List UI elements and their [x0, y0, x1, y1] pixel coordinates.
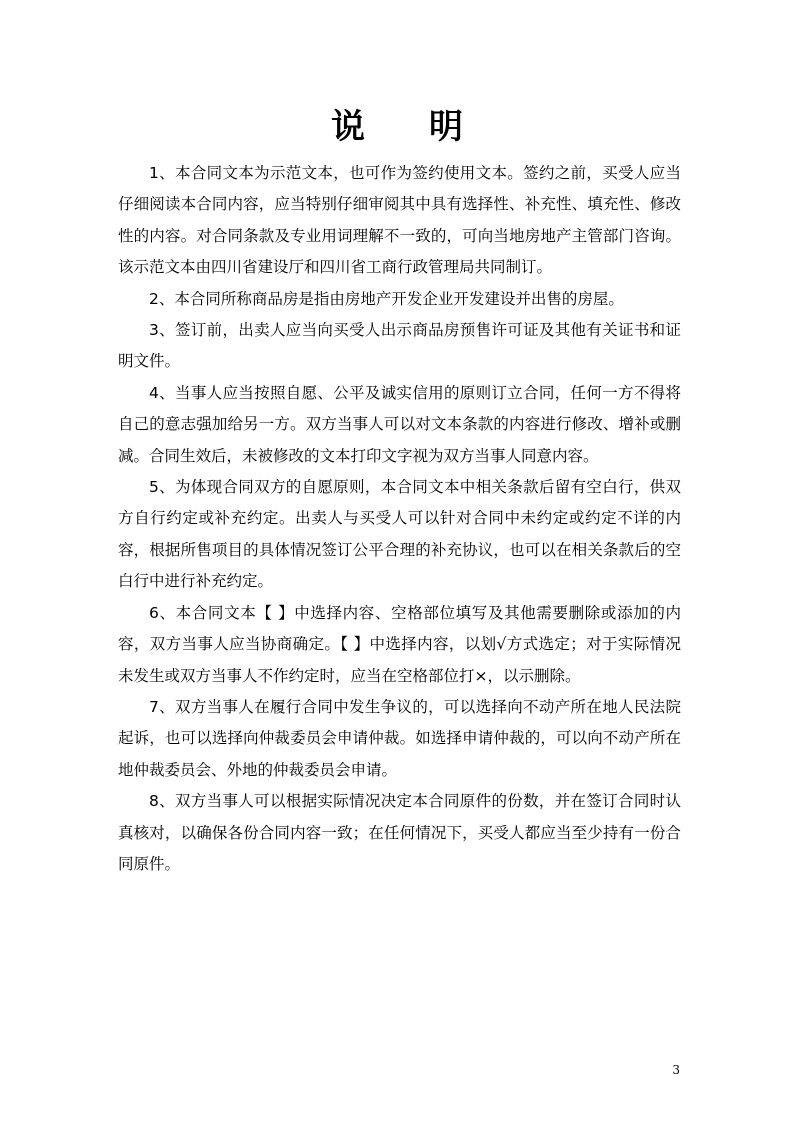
- title-char-1: 说: [331, 107, 365, 147]
- instruction-paragraph-4: 4、当事人应当按照自愿、公平及诚实信用的原则订立合同，任何一方不得将自己的意志强加给另一方。双方当事人可以对文本条款的内容进行修改、增补或删减。合同生效后，未被修改的文本打印文字视为双方当事人同意内容。: [118, 383, 681, 465]
- title-char-2: 明: [429, 107, 463, 147]
- instruction-paragraph-5: 5、为体现合同双方的自愿原则，本合同文本中相关条款后留有空白行，供双方自行约定或补充约定。出卖人与买受人可以针对合同中未约定或约定不详的内容，根据所售项目的具体情况签订公平合理的补充协议，也可以在相关条款后的空白行中进行补充约定。: [118, 478, 681, 591]
- instruction-paragraph-6: 6、本合同文本【 】中选择内容、空格部位填写及其他需要删除或添加的内容，双方当事人应当协商确定。【 】中选择内容，以划√方式选定；对于实际情况未发生或双方当事人不作约定时，应当在空格部位打×，以示删除。: [118, 603, 681, 685]
- instructions-body: [118, 158, 681, 880]
- instruction-paragraph-3: 3、签订前，出卖人应当向买受人出示商品房预售许可证及其他有关证书和证明文件。: [118, 321, 681, 371]
- instruction-paragraph-1: 1、本合同文本为示范文本，也可作为签约使用文本。签约之前，买受人应当仔细阅读本合同内容，应当特别仔细审阅其中具有选择性、补充性、填充性、修改性的内容。对合同条款及专业用词理解不一致的，可向当地房地产主管部门咨询。该示范文本由四川省建设厅和四川省工商行政管理局共同制订。: [118, 164, 681, 277]
- instruction-paragraph-2: 2、本合同所称商品房是指由房地产开发企业开发建设并出售的房屋。: [149, 289, 624, 308]
- instruction-paragraph-7: 7、双方当事人在履行合同中发生争议的，可以选择向不动产所在地人民法院起诉，也可以选择向仲裁委员会申请仲裁。如选择申请仲裁的，可以向不动产所在地仲裁委员会、外地的仲裁委员会申请。: [118, 697, 681, 779]
- page-number: 3: [672, 1063, 680, 1077]
- page-title: [0, 105, 794, 149]
- instruction-paragraph-8: 8、双方当事人可以根据实际情况决定本合同原件的份数，并在签订合同时认真核对，以确保各份合同内容一致；在任何情况下，买受人都应当至少持有一份合同原件。: [118, 792, 681, 873]
